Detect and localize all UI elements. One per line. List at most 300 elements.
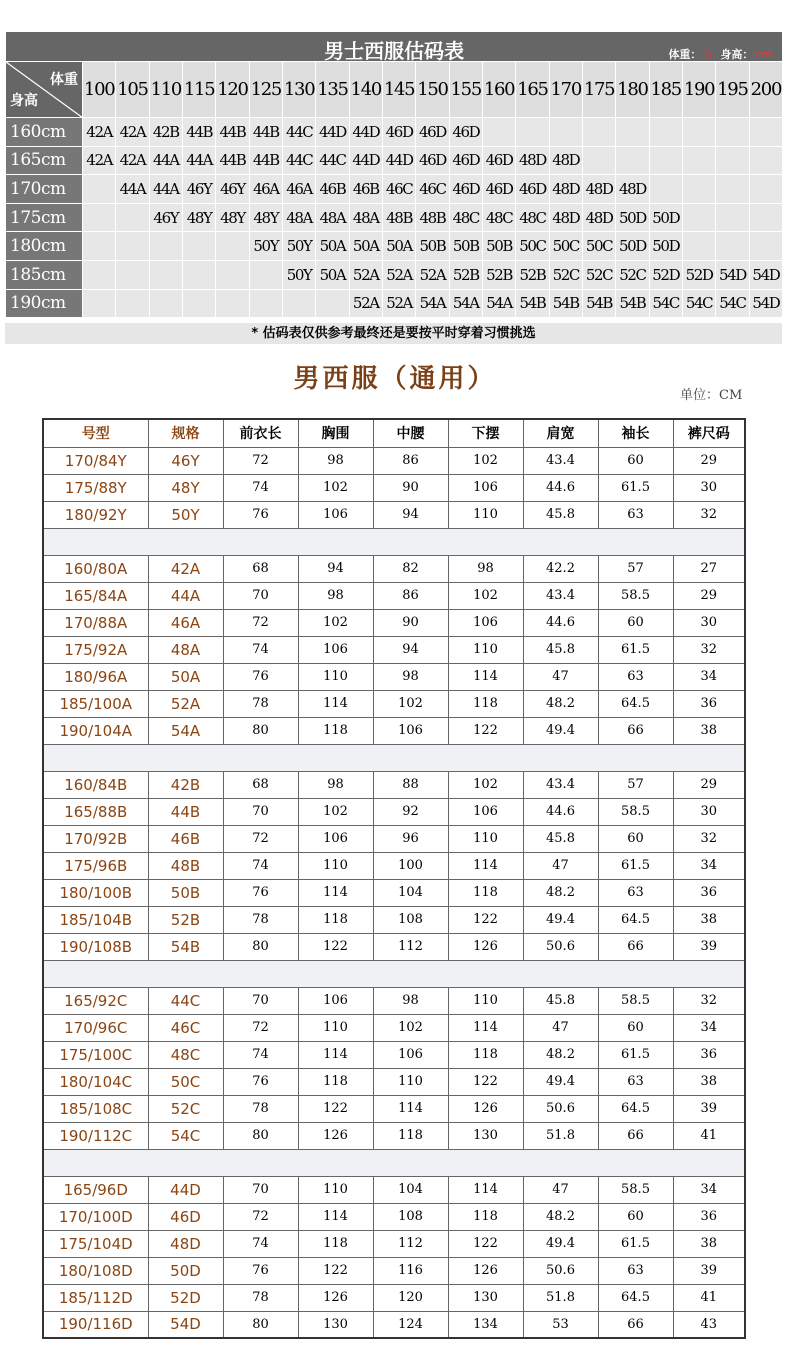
column-header: 下摆 bbox=[448, 419, 523, 447]
table-cell: 72 bbox=[223, 825, 298, 852]
table-cell: 94 bbox=[373, 501, 448, 528]
size-cell bbox=[216, 289, 249, 318]
table-cell: 29 bbox=[673, 771, 745, 798]
size-cell: 48D bbox=[616, 175, 649, 204]
table-cell: 50C bbox=[148, 1068, 223, 1095]
size-cell: 50Y bbox=[282, 260, 315, 289]
table-cell: 72 bbox=[223, 609, 298, 636]
table-cell: 170/96C bbox=[43, 1014, 148, 1041]
table-cell: 110 bbox=[298, 1176, 373, 1203]
size-cell: 44A bbox=[149, 146, 182, 175]
table-cell: 110 bbox=[373, 1068, 448, 1095]
table-cell: 63 bbox=[598, 879, 673, 906]
weight-unit: 斤 bbox=[703, 47, 715, 61]
table-cell: 126 bbox=[448, 1257, 523, 1284]
size-cell: 50B bbox=[449, 232, 482, 261]
table-cell: 175/88Y bbox=[43, 474, 148, 501]
weight-header: 135 bbox=[316, 62, 349, 118]
size-cell: 50C bbox=[549, 232, 582, 261]
table-cell: 102 bbox=[298, 474, 373, 501]
table-cell: 60 bbox=[598, 825, 673, 852]
height-label: 185cm bbox=[6, 260, 83, 289]
height-unit: cm bbox=[755, 47, 773, 61]
size-cell: 44D bbox=[349, 146, 382, 175]
table-cell: 57 bbox=[598, 771, 673, 798]
table-row bbox=[43, 1284, 745, 1311]
size-cell bbox=[83, 260, 116, 289]
size-cell bbox=[116, 232, 149, 261]
table-cell: 72 bbox=[223, 447, 298, 474]
table-cell: 48.2 bbox=[523, 1203, 598, 1230]
table-cell: 48.2 bbox=[523, 879, 598, 906]
table-cell: 48.2 bbox=[523, 1041, 598, 1068]
size-cell bbox=[282, 289, 315, 318]
height-row bbox=[6, 232, 783, 261]
height-label: 175cm bbox=[6, 203, 83, 232]
size-cell: 46C bbox=[382, 175, 415, 204]
group-separator bbox=[43, 1149, 745, 1176]
table-cell: 48B bbox=[148, 852, 223, 879]
size-cell: 50D bbox=[616, 203, 649, 232]
table-cell: 74 bbox=[223, 1230, 298, 1257]
table-cell: 122 bbox=[298, 1095, 373, 1122]
table-cell: 122 bbox=[298, 933, 373, 960]
table-cell: 76 bbox=[223, 879, 298, 906]
table-cell: 36 bbox=[673, 690, 745, 717]
size-cell: 44C bbox=[316, 146, 349, 175]
table-cell: 102 bbox=[448, 447, 523, 474]
table-cell: 175/96B bbox=[43, 852, 148, 879]
table-cell: 61.5 bbox=[598, 1041, 673, 1068]
size-cell: 42B bbox=[149, 118, 182, 147]
size-cell bbox=[249, 289, 282, 318]
size-cell: 46D bbox=[416, 146, 449, 175]
table-cell: 54B bbox=[148, 933, 223, 960]
size-cell: 52C bbox=[616, 260, 649, 289]
table-row bbox=[43, 690, 745, 717]
size-cell bbox=[649, 175, 682, 204]
size-cell: 48Y bbox=[216, 203, 249, 232]
table-cell: 47 bbox=[523, 1176, 598, 1203]
size-cell: 54B bbox=[549, 289, 582, 318]
size-cell bbox=[182, 289, 215, 318]
size-cell bbox=[182, 232, 215, 261]
column-header: 胸围 bbox=[298, 419, 373, 447]
table-cell: 74 bbox=[223, 474, 298, 501]
column-header: 袖长 bbox=[598, 419, 673, 447]
size-cell bbox=[716, 118, 749, 147]
size-cell: 48Y bbox=[249, 203, 282, 232]
size-cell bbox=[116, 260, 149, 289]
weight-header: 200 bbox=[749, 62, 783, 118]
table-cell: 114 bbox=[298, 879, 373, 906]
size-cell: 54B bbox=[516, 289, 549, 318]
table-row bbox=[43, 879, 745, 906]
table-cell: 30 bbox=[673, 798, 745, 825]
table-row bbox=[43, 852, 745, 879]
table-cell: 190/116D bbox=[43, 1311, 148, 1338]
table-cell: 44B bbox=[148, 798, 223, 825]
table-cell: 72 bbox=[223, 1014, 298, 1041]
table-cell: 122 bbox=[448, 1230, 523, 1257]
size-cell bbox=[83, 232, 116, 261]
size-cell: 44B bbox=[249, 146, 282, 175]
table-cell: 38 bbox=[673, 906, 745, 933]
table-cell: 108 bbox=[373, 906, 448, 933]
table-cell: 124 bbox=[373, 1311, 448, 1338]
table-cell: 52D bbox=[148, 1284, 223, 1311]
table-cell: 185/100A bbox=[43, 690, 148, 717]
table-cell: 78 bbox=[223, 906, 298, 933]
table-cell: 34 bbox=[673, 663, 745, 690]
table-cell: 106 bbox=[298, 825, 373, 852]
table-cell: 114 bbox=[373, 1095, 448, 1122]
table-cell: 185/108C bbox=[43, 1095, 148, 1122]
table-cell: 94 bbox=[298, 555, 373, 582]
table-cell: 130 bbox=[448, 1284, 523, 1311]
table-cell: 57 bbox=[598, 555, 673, 582]
table-cell: 114 bbox=[298, 690, 373, 717]
weight-header: 170 bbox=[549, 62, 582, 118]
size-spec-table bbox=[42, 418, 746, 1339]
size-cell: 48B bbox=[382, 203, 415, 232]
table-row bbox=[43, 825, 745, 852]
size-cell: 50C bbox=[582, 232, 615, 261]
size-cell bbox=[249, 260, 282, 289]
size-cell: 48C bbox=[482, 203, 515, 232]
table-cell: 134 bbox=[448, 1311, 523, 1338]
table-cell: 49.4 bbox=[523, 717, 598, 744]
table-cell: 43.4 bbox=[523, 771, 598, 798]
table-cell: 185/104B bbox=[43, 906, 148, 933]
table-cell: 46C bbox=[148, 1014, 223, 1041]
table-cell: 102 bbox=[373, 690, 448, 717]
table-cell: 106 bbox=[298, 501, 373, 528]
size-cell: 46D bbox=[382, 118, 415, 147]
table-cell: 106 bbox=[448, 609, 523, 636]
size-cell: 46D bbox=[449, 118, 482, 147]
table-cell: 44.6 bbox=[523, 798, 598, 825]
weight-header: 155 bbox=[449, 62, 482, 118]
table-cell: 60 bbox=[598, 609, 673, 636]
table-cell: 42A bbox=[148, 555, 223, 582]
table-cell: 64.5 bbox=[598, 1095, 673, 1122]
table-cell: 66 bbox=[598, 933, 673, 960]
table-cell: 50.6 bbox=[523, 933, 598, 960]
size-cell: 48A bbox=[349, 203, 382, 232]
size-cell bbox=[716, 175, 749, 204]
table-row bbox=[43, 1068, 745, 1095]
table-cell: 32 bbox=[673, 501, 745, 528]
size-cell bbox=[682, 146, 715, 175]
table-cell: 32 bbox=[673, 987, 745, 1014]
size-cell: 52C bbox=[582, 260, 615, 289]
table-cell: 63 bbox=[598, 1068, 673, 1095]
table-cell: 34 bbox=[673, 1176, 745, 1203]
table-cell: 48.2 bbox=[523, 690, 598, 717]
size-cell: 50Y bbox=[249, 232, 282, 261]
table-cell: 110 bbox=[298, 663, 373, 690]
table-cell: 48C bbox=[148, 1041, 223, 1068]
table-cell: 43 bbox=[673, 1311, 745, 1338]
table-cell: 49.4 bbox=[523, 1068, 598, 1095]
corner-header-cell bbox=[6, 62, 83, 118]
table-cell: 175/100C bbox=[43, 1041, 148, 1068]
table-cell: 126 bbox=[448, 933, 523, 960]
size-cell bbox=[749, 203, 783, 232]
size-cell: 42A bbox=[116, 146, 149, 175]
table-cell: 165/84A bbox=[43, 582, 148, 609]
table-cell: 45.8 bbox=[523, 825, 598, 852]
weight-header: 165 bbox=[516, 62, 549, 118]
weight-header: 180 bbox=[616, 62, 649, 118]
table-cell: 190/112C bbox=[43, 1122, 148, 1149]
table-cell: 106 bbox=[448, 798, 523, 825]
weight-header: 190 bbox=[682, 62, 715, 118]
size-cell: 48A bbox=[282, 203, 315, 232]
table-cell: 122 bbox=[448, 1068, 523, 1095]
table-cell: 64.5 bbox=[598, 906, 673, 933]
table-cell: 102 bbox=[373, 1014, 448, 1041]
table-cell: 102 bbox=[448, 771, 523, 798]
table-cell: 66 bbox=[598, 717, 673, 744]
estimate-title-row bbox=[6, 32, 783, 62]
table-row bbox=[43, 447, 745, 474]
table-cell: 98 bbox=[298, 582, 373, 609]
table-cell: 98 bbox=[373, 663, 448, 690]
table-cell: 70 bbox=[223, 1176, 298, 1203]
table-cell: 46B bbox=[148, 825, 223, 852]
table-cell: 61.5 bbox=[598, 474, 673, 501]
table-cell: 48A bbox=[148, 636, 223, 663]
table-cell: 80 bbox=[223, 1311, 298, 1338]
size-cell: 50D bbox=[649, 203, 682, 232]
height-row bbox=[6, 118, 783, 147]
size-cell bbox=[582, 118, 615, 147]
table-cell: 118 bbox=[298, 1230, 373, 1257]
size-cell: 46D bbox=[482, 175, 515, 204]
size-cell: 46D bbox=[449, 146, 482, 175]
table-cell: 58.5 bbox=[598, 798, 673, 825]
table-cell: 112 bbox=[373, 933, 448, 960]
size-cell: 54A bbox=[482, 289, 515, 318]
size-cell: 52B bbox=[482, 260, 515, 289]
table-cell: 51.8 bbox=[523, 1284, 598, 1311]
table-cell: 160/84B bbox=[43, 771, 148, 798]
table-cell: 82 bbox=[373, 555, 448, 582]
table-cell: 114 bbox=[448, 663, 523, 690]
table-cell: 86 bbox=[373, 447, 448, 474]
size-cell bbox=[649, 146, 682, 175]
size-cell: 54C bbox=[716, 289, 749, 318]
size-cell bbox=[549, 118, 582, 147]
height-row bbox=[6, 260, 783, 289]
table-cell: 50.6 bbox=[523, 1257, 598, 1284]
table-cell: 110 bbox=[298, 852, 373, 879]
table-row bbox=[43, 1014, 745, 1041]
height-label: 180cm bbox=[6, 232, 83, 261]
table-cell: 52B bbox=[148, 906, 223, 933]
size-cell bbox=[749, 232, 783, 261]
table-cell: 47 bbox=[523, 1014, 598, 1041]
size-cell: 54B bbox=[616, 289, 649, 318]
table-cell: 104 bbox=[373, 879, 448, 906]
table-cell: 110 bbox=[298, 1014, 373, 1041]
table-cell: 44A bbox=[148, 582, 223, 609]
size-cell bbox=[83, 203, 116, 232]
table-cell: 110 bbox=[448, 825, 523, 852]
size-cell: 46Y bbox=[216, 175, 249, 204]
size-cell: 50A bbox=[316, 232, 349, 261]
group-separator bbox=[43, 528, 745, 555]
weight-header: 130 bbox=[282, 62, 315, 118]
table-row bbox=[43, 555, 745, 582]
table-cell: 38 bbox=[673, 1230, 745, 1257]
size-cell bbox=[716, 146, 749, 175]
table-cell: 38 bbox=[673, 1068, 745, 1095]
size-cell bbox=[682, 232, 715, 261]
table-cell: 160/80A bbox=[43, 555, 148, 582]
table-row bbox=[43, 1041, 745, 1068]
table-cell: 29 bbox=[673, 582, 745, 609]
size-cell: 42A bbox=[83, 146, 116, 175]
table-cell: 102 bbox=[298, 798, 373, 825]
size-cell bbox=[83, 289, 116, 318]
size-cell bbox=[749, 175, 783, 204]
table-cell: 130 bbox=[298, 1311, 373, 1338]
table-cell: 165/88B bbox=[43, 798, 148, 825]
table-cell: 110 bbox=[448, 501, 523, 528]
size-cell: 54D bbox=[716, 260, 749, 289]
table-cell: 96 bbox=[373, 825, 448, 852]
table-cell: 170/92B bbox=[43, 825, 148, 852]
table-cell: 60 bbox=[598, 1014, 673, 1041]
table-cell: 126 bbox=[298, 1284, 373, 1311]
size-cell: 48B bbox=[416, 203, 449, 232]
table-cell: 118 bbox=[373, 1122, 448, 1149]
size-cell: 46Y bbox=[149, 203, 182, 232]
table-row bbox=[43, 1176, 745, 1203]
size-cell: 50B bbox=[482, 232, 515, 261]
table-cell: 64.5 bbox=[598, 690, 673, 717]
table-row bbox=[43, 1203, 745, 1230]
table-cell: 44.6 bbox=[523, 474, 598, 501]
size-cell: 46D bbox=[482, 146, 515, 175]
height-unit-label: 身高： bbox=[720, 47, 754, 61]
size-cell: 46D bbox=[516, 175, 549, 204]
table-cell: 44.6 bbox=[523, 609, 598, 636]
size-table-header-row bbox=[43, 419, 745, 447]
table-cell: 70 bbox=[223, 987, 298, 1014]
table-cell: 108 bbox=[373, 1203, 448, 1230]
table-cell: 63 bbox=[598, 663, 673, 690]
size-cell bbox=[116, 289, 149, 318]
size-cell: 44B bbox=[216, 118, 249, 147]
table-cell: 41 bbox=[673, 1122, 745, 1149]
size-cell bbox=[616, 118, 649, 147]
table-cell: 118 bbox=[448, 690, 523, 717]
table-cell: 66 bbox=[598, 1311, 673, 1338]
table-cell: 90 bbox=[373, 474, 448, 501]
table-cell: 118 bbox=[298, 717, 373, 744]
size-cell bbox=[149, 232, 182, 261]
size-cell bbox=[482, 118, 515, 147]
height-row bbox=[6, 175, 783, 204]
table-row bbox=[43, 663, 745, 690]
size-cell: 48D bbox=[516, 146, 549, 175]
table-cell: 185/112D bbox=[43, 1284, 148, 1311]
weight-header: 185 bbox=[649, 62, 682, 118]
table-cell: 78 bbox=[223, 690, 298, 717]
size-cell: 54A bbox=[449, 289, 482, 318]
table-cell: 48D bbox=[148, 1230, 223, 1257]
table-cell: 180/108D bbox=[43, 1257, 148, 1284]
table-row bbox=[43, 1311, 745, 1338]
size-table-title: 男西服（通用） bbox=[293, 364, 497, 394]
size-cell bbox=[716, 232, 749, 261]
table-cell: 36 bbox=[673, 1203, 745, 1230]
table-cell: 49.4 bbox=[523, 906, 598, 933]
table-cell: 34 bbox=[673, 1014, 745, 1041]
table-row bbox=[43, 987, 745, 1014]
table-cell: 32 bbox=[673, 636, 745, 663]
size-cell: 50D bbox=[616, 232, 649, 261]
unit-note bbox=[668, 46, 778, 62]
table-row bbox=[43, 582, 745, 609]
table-cell: 76 bbox=[223, 501, 298, 528]
weight-header-row bbox=[6, 62, 783, 118]
table-cell: 46Y bbox=[148, 447, 223, 474]
size-cell bbox=[649, 118, 682, 147]
size-cell bbox=[182, 260, 215, 289]
table-cell: 76 bbox=[223, 1068, 298, 1095]
table-cell: 170/84Y bbox=[43, 447, 148, 474]
table-cell: 54A bbox=[148, 717, 223, 744]
size-cell: 46D bbox=[449, 175, 482, 204]
column-header: 裤尺码 bbox=[673, 419, 745, 447]
height-row bbox=[6, 146, 783, 175]
table-cell: 61.5 bbox=[598, 636, 673, 663]
table-cell: 175/104D bbox=[43, 1230, 148, 1257]
group-separator bbox=[43, 960, 745, 987]
table-cell: 60 bbox=[598, 1203, 673, 1230]
size-cell bbox=[149, 260, 182, 289]
table-cell: 118 bbox=[448, 1203, 523, 1230]
table-cell: 110 bbox=[448, 636, 523, 663]
table-cell: 86 bbox=[373, 582, 448, 609]
table-row bbox=[43, 636, 745, 663]
size-cell: 48D bbox=[582, 203, 615, 232]
table-row bbox=[43, 501, 745, 528]
table-cell: 74 bbox=[223, 1041, 298, 1068]
table-cell: 63 bbox=[598, 1257, 673, 1284]
table-cell: 58.5 bbox=[598, 1176, 673, 1203]
table-cell: 46D bbox=[148, 1203, 223, 1230]
size-cell: 54D bbox=[749, 289, 783, 318]
size-table-unit: 单位：CM bbox=[680, 388, 743, 403]
table-cell: 120 bbox=[373, 1284, 448, 1311]
size-cell: 52A bbox=[349, 289, 382, 318]
table-cell: 39 bbox=[673, 1095, 745, 1122]
table-cell: 88 bbox=[373, 771, 448, 798]
size-cell: 44A bbox=[116, 175, 149, 204]
corner-height-label: 身高 bbox=[10, 93, 38, 109]
height-row bbox=[6, 203, 783, 232]
table-cell: 64.5 bbox=[598, 1284, 673, 1311]
size-cell: 44B bbox=[216, 146, 249, 175]
size-cell bbox=[582, 146, 615, 175]
weight-header: 175 bbox=[582, 62, 615, 118]
